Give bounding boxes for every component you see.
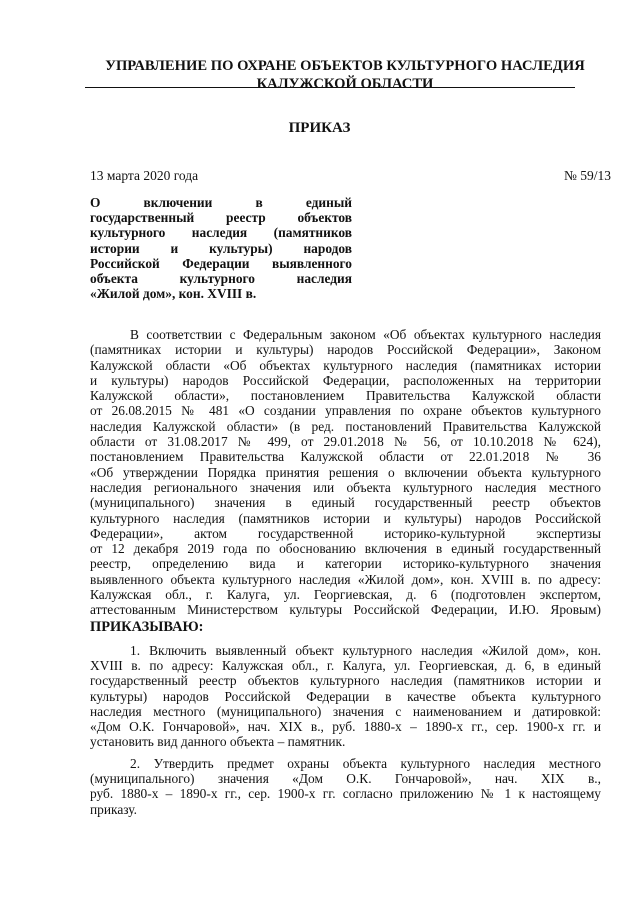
preamble-line: наследия Калужской области» (в ред. постановлений Правительства Калужской	[90, 418, 601, 434]
subject-line: объекта культурного наследия	[90, 271, 352, 287]
preamble-line: Федерации», актом государственной историко-культурной экспертизы	[90, 525, 601, 541]
order-subject	[90, 195, 352, 301]
preamble-line: Калужская обл., г. Калуга, ул. Георгиевская, д. 6 (подготовлен экспертом,	[90, 587, 601, 603]
item-line: установить вид данного объекта – памятник.	[90, 734, 346, 750]
preamble-paragraph	[90, 327, 601, 618]
order-item-1	[90, 643, 601, 750]
order-directive-word: ПРИКАЗЫВАЮ:	[90, 618, 204, 635]
preamble-line: от 12 декабря 2019 года по обоснованию включения в единый государственный	[90, 541, 601, 557]
authority-name-line-1: УПРАВЛЕНИЕ ПО ОХРАНЕ ОБЪЕКТОВ КУЛЬТУРНОГО НАСЛЕДИЯ	[105, 58, 585, 74]
subject-line: культурного наследия (памятников	[90, 225, 352, 241]
preamble-line: постановлением Правительства Калужской области от 22.01.2018 № 36	[90, 449, 601, 465]
item-line: «Дом О.К. Гончаровой», нач. XIX в., руб. 1880-х – 1890-х гг., сер. 1900-х гг. и	[90, 719, 601, 735]
preamble-line: наследия регионального значения или объекта культурного наследия местного	[90, 479, 601, 495]
preamble-line: реестр, определению вида и категории историко-культурного значения	[90, 556, 601, 572]
document-title: ПРИКАЗ	[288, 120, 351, 136]
header-divider	[85, 87, 575, 88]
subject-line: Российской Федерации выявленного	[90, 255, 352, 271]
item-line: руб. 1880-х – 1890-х гг., сер. 1900-х гг. согласно приложению № 1 к настоящему	[90, 786, 601, 802]
preamble-line: области от 31.08.2017 № 499, от 29.01.2018 № 56, от 10.10.2018 № 624),	[90, 434, 601, 450]
subject-line: «Жилой дом», кон. XVIII в.	[90, 286, 257, 302]
item-line: наследия местного (муниципального) значения с наименованием и датировкой:	[90, 703, 601, 719]
subject-line: О включении в единый	[90, 195, 352, 210]
order-number: № 59/13	[563, 168, 611, 183]
item-line: XVIII в. по адресу: Калужская обл., г. Калуга, ул. Георгиевская, д. 6, в единый	[90, 657, 601, 673]
preamble-line: выявленного объекта культурного наследия «Жилой дом», кон. XVIII в. по адресу:	[90, 571, 601, 587]
item-line: (муниципального) значения «Дом О.К. Гончаровой», нач. XIX в.,	[90, 771, 601, 787]
subject-line: истории и культуры) народов	[90, 240, 352, 256]
item-line: культуры) народов Российской Федерации в качестве объекта культурного	[90, 688, 601, 704]
authority-name-line-2: КАЛУЖСКОЙ ОБЛАСТИ	[256, 76, 434, 92]
preamble-line: от 26.08.2015 № 481 «О создании управления по охране объектов культурного	[90, 403, 601, 419]
preamble-line: и культуры) народов Российской Федерации, расположенных на территории	[90, 372, 601, 388]
item-line: 1. Включить выявленный объект культурного наследия «Жилой дом», кон.	[130, 642, 601, 658]
subject-line: государственный реестр объектов	[90, 210, 352, 226]
order-date: 13 марта 2020 года	[90, 168, 199, 183]
order-body	[90, 327, 601, 817]
preamble-line: «Об утверждении Порядка принятия решения о включении объекта культурного	[90, 464, 601, 480]
preamble-line: (муниципального) значения в единый государственный реестр объектов	[90, 495, 601, 511]
preamble-line: аттестованным Министерством культуры Российской Федерации, И.Ю. Яровым)	[90, 602, 601, 618]
item-line: приказу.	[90, 801, 137, 817]
item-line: государственный реестр объектов культурного наследия (памятников истории и	[90, 673, 601, 689]
preamble-line: Калужской области», постановлением Правительства Калужской области	[90, 388, 601, 404]
preamble-line: В соответствии с Федеральным законом «Об объектах культурного наследия	[130, 327, 601, 342]
preamble-line: культурного наследия (памятников истории и культуры) народов Российской	[90, 510, 601, 526]
item-line: 2. Утвердить предмет охраны объекта культурного наследия местного	[130, 755, 601, 771]
preamble-line: Калужской области «Об объектах культурного наследия (памятниках истории	[90, 357, 601, 373]
order-item-2	[90, 756, 601, 817]
preamble-line: (памятниках истории и культуры) народов Российской Федерации», Законом	[90, 342, 601, 358]
